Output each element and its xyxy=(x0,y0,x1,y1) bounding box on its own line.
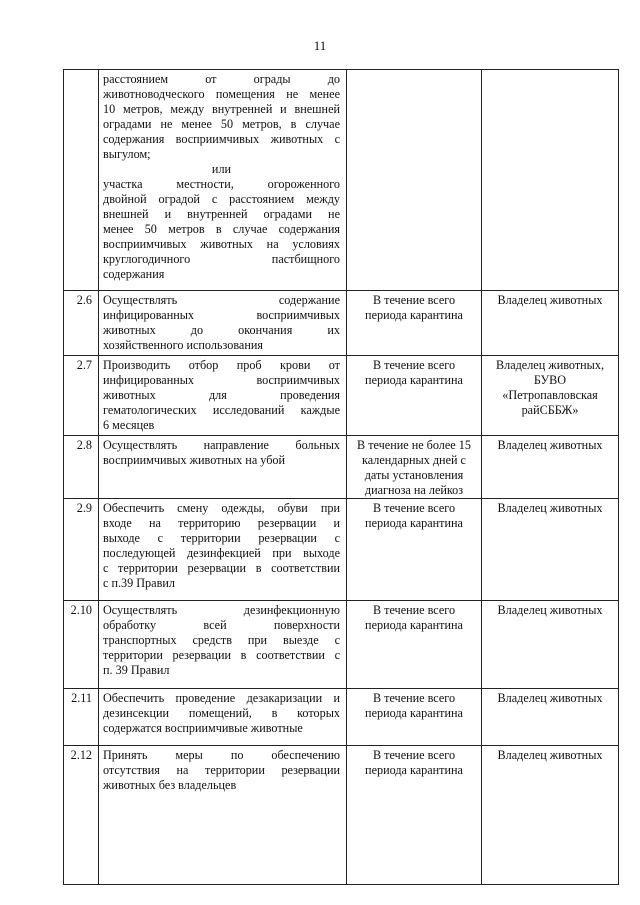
responsible-cell xyxy=(482,291,619,356)
table-row xyxy=(64,70,619,291)
term-line: периода карантина xyxy=(365,373,463,387)
item-number: 2.6 xyxy=(64,291,99,356)
measure-text-line: 10 метров, между внутренней и внешней xyxy=(103,102,340,116)
responsible-line: Владелец животных xyxy=(497,748,603,762)
measure-text-line: содержатся восприимчивые животные xyxy=(103,721,303,735)
measure-text-line: транспортных средств при выезде с xyxy=(103,633,340,647)
measure-text-line: выходе с территории резервации с xyxy=(103,531,340,545)
measure-text-line: внешней и внутренней оградами не xyxy=(103,207,340,221)
measure-text-line: Обеспечить смену одежды, обуви при xyxy=(103,501,340,515)
term-line: даты установления xyxy=(364,468,464,482)
measure-text-line: Осуществлять направление больных xyxy=(103,438,340,452)
measures-table-body xyxy=(64,70,619,885)
measure-text-line: входе на территорию резервации и xyxy=(103,516,340,530)
term-line: периода карантина xyxy=(365,706,463,720)
measure-text-line: содержания восприимчивых животных с xyxy=(103,132,340,146)
item-number: 2.12 xyxy=(64,746,99,885)
responsible-line: райСББЖ» xyxy=(521,403,579,417)
responsible-line: Владелец животных xyxy=(497,501,603,515)
measure-text-line: Осуществлять дезинфекционную xyxy=(103,603,340,617)
measure-text-line: дезинсекции помещений, в которых xyxy=(103,706,340,720)
term-cell xyxy=(347,70,482,291)
measure-text-line: участка местности, огороженного xyxy=(103,177,340,191)
term-line: В течение всего xyxy=(372,293,456,307)
term-line: периода карантина xyxy=(365,308,463,322)
responsible-cell xyxy=(482,499,619,601)
responsible-line: Владелец животных xyxy=(497,293,603,307)
table-row xyxy=(64,746,619,885)
measure-text xyxy=(99,499,347,601)
term-line: диагноза на лейкоз xyxy=(364,483,464,497)
measure-text xyxy=(99,689,347,746)
term-cell xyxy=(347,689,482,746)
responsible-line: Владелец животных, xyxy=(495,358,604,372)
item-number: 2.9 xyxy=(64,499,99,601)
responsible-line: Владелец животных xyxy=(497,603,603,617)
measure-text-line: менее 50 метров в случае содержания xyxy=(103,222,340,236)
measure-text-line: двойной оградой с расстоянием между xyxy=(103,192,340,206)
responsible-cell xyxy=(482,746,619,885)
measure-text xyxy=(99,291,347,356)
responsible-cell xyxy=(482,356,619,436)
term-line: В течение всего xyxy=(372,603,456,617)
page-number: 11 xyxy=(313,38,327,53)
responsible-line: Владелец животных xyxy=(497,691,603,705)
term-cell xyxy=(347,746,482,885)
responsible-cell xyxy=(482,436,619,499)
responsible-line: БУВО xyxy=(533,373,567,387)
term-cell xyxy=(347,436,482,499)
measure-text-line: п. 39 Правил xyxy=(103,663,170,677)
measure-text-line: животных до окончания их xyxy=(103,323,340,337)
measure-text-line: территории резервации в соответствии с xyxy=(103,648,340,662)
term-line: В течение всего xyxy=(372,748,456,762)
measure-text-line: Принять меры по обеспечению xyxy=(103,748,340,762)
item-number: 2.8 xyxy=(64,436,99,499)
measure-text-line: животных без владельцев xyxy=(103,778,237,792)
table-row xyxy=(64,291,619,356)
measure-text-line: содержания xyxy=(103,267,165,281)
responsible-line: «Петропавловская xyxy=(502,388,598,402)
measure-text-line: с п.39 Правил xyxy=(103,576,175,590)
term-line: В течение всего xyxy=(372,501,456,515)
measure-text-line: Производить отбор проб крови от xyxy=(103,358,340,372)
measure-text xyxy=(99,70,347,291)
measure-text-line: восприимчивых животных на убой xyxy=(103,453,286,467)
responsible-cell xyxy=(482,689,619,746)
item-number xyxy=(64,70,99,291)
measure-text-line: гематологических исследований каждые xyxy=(103,403,340,417)
measure-text-line: восприимчивых животных на условиях xyxy=(103,237,340,251)
measures-table xyxy=(63,69,619,885)
responsible-cell xyxy=(482,70,619,291)
term-line: В течение всего xyxy=(372,691,456,705)
measure-text xyxy=(99,356,347,436)
item-number: 2.11 xyxy=(64,689,99,746)
measure-text xyxy=(99,601,347,689)
term-line: календарных дней с xyxy=(362,453,466,467)
measure-text-line: обработку всей поверхности xyxy=(103,618,340,632)
term-cell xyxy=(347,499,482,601)
table-row xyxy=(64,601,619,689)
table-row xyxy=(64,356,619,436)
measure-text-line: Обеспечить проведение дезакаризации и xyxy=(103,691,340,705)
term-line: В течение не более 15 xyxy=(357,438,471,452)
measure-text-line: хозяйственного использования xyxy=(103,338,263,352)
term-line: периода карантина xyxy=(365,618,463,632)
measure-text-line: Осуществлять содержание xyxy=(103,293,340,307)
responsible-line: Владелец животных xyxy=(497,438,603,452)
responsible-cell xyxy=(482,601,619,689)
term-line: В течение всего xyxy=(372,358,456,372)
measure-text xyxy=(99,746,347,885)
term-line: периода карантина xyxy=(365,516,463,530)
table-row xyxy=(64,436,619,499)
measure-text-line: оградами не менее 50 метров, в случае xyxy=(103,117,340,131)
measure-text-line: животных для проведения xyxy=(103,388,340,402)
term-line: периода карантина xyxy=(365,763,463,777)
measure-text-line: животноводческого помещения не менее xyxy=(103,87,340,101)
table-row xyxy=(64,689,619,746)
measure-text-line: инфицированных восприимчивых xyxy=(103,308,340,322)
term-cell xyxy=(347,291,482,356)
measure-text-line: круглогодичного пастбищного xyxy=(103,252,340,266)
measure-text-line: выгулом; xyxy=(103,147,151,161)
measure-text-line: с территории резервации в соответствии xyxy=(103,561,340,575)
item-number: 2.10 xyxy=(64,601,99,689)
measure-text-line: инфицированных восприимчивых xyxy=(103,373,340,387)
measure-text-line: последующей дезинфекцией при выходе xyxy=(103,546,340,560)
measure-text-line: расстоянием от ограды до xyxy=(103,72,340,86)
measure-text-line: отсутствия на территории резервации xyxy=(103,763,340,777)
table-row xyxy=(64,499,619,601)
measure-text-line: 6 месяцев xyxy=(103,418,155,432)
term-cell xyxy=(347,356,482,436)
term-cell xyxy=(347,601,482,689)
measure-text-line: или xyxy=(211,162,232,176)
item-number: 2.7 xyxy=(64,356,99,436)
measure-text xyxy=(99,436,347,499)
